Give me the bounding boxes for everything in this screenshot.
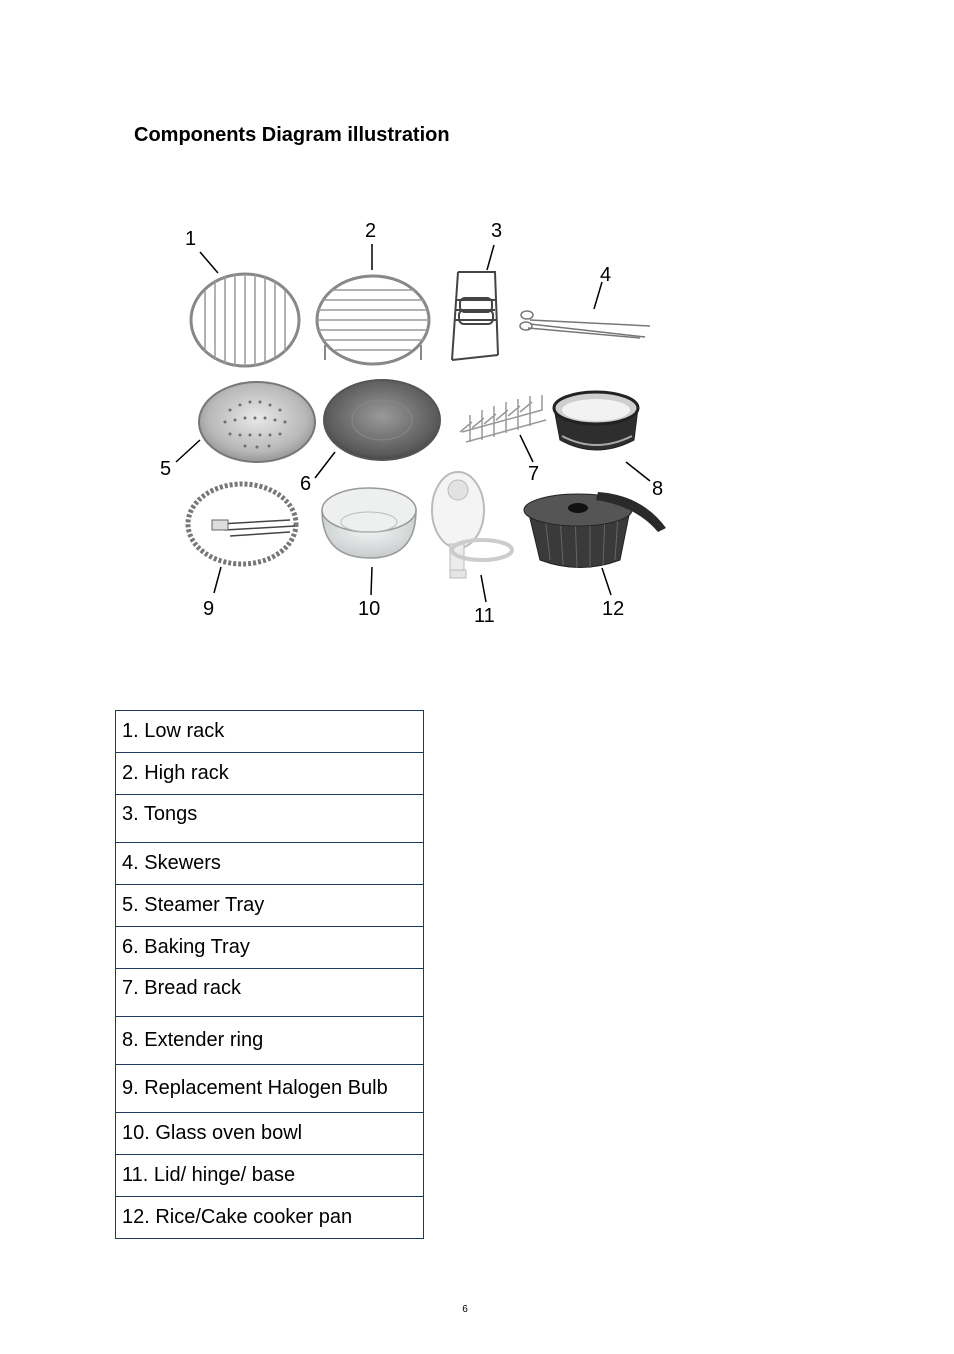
table-row <box>116 843 424 885</box>
low-rack-illustration <box>191 274 299 366</box>
diagram-label: 2 <box>365 220 377 242</box>
diagram-label: 7 <box>528 463 540 485</box>
table-cell: 7. Bread rack <box>116 969 424 1017</box>
table-cell: 12. Rice/Cake cooker pan <box>116 1197 424 1239</box>
diagram-label: 10 <box>358 598 381 620</box>
table-row <box>116 885 424 927</box>
lid-hinge-illustration <box>432 472 512 578</box>
diagram-label: 4 <box>600 264 612 286</box>
diagram-label: 3 <box>491 220 503 242</box>
high-rack-illustration <box>317 276 429 364</box>
table-cell: 4. Skewers <box>116 843 424 885</box>
extender-ring-illustration <box>554 392 638 450</box>
table-cell: 2. High rack <box>116 753 424 795</box>
table-row <box>116 927 424 969</box>
baking-tray-illustration <box>324 380 440 460</box>
cake-pan-illustration <box>524 492 666 568</box>
table-cell: 8. Extender ring <box>116 1017 424 1065</box>
page-title: Components Diagram illustration <box>134 124 450 146</box>
parts-list-table <box>115 710 424 1239</box>
diagram-label: 1 <box>185 228 197 250</box>
diagram-label: 6 <box>300 473 312 495</box>
table-cell: 9. Replacement Halogen Bulb <box>116 1065 424 1113</box>
table-row <box>116 1017 424 1065</box>
bread-rack-illustration <box>460 395 546 442</box>
table-cell: 11. Lid/ hinge/ base <box>116 1155 424 1197</box>
diagram-label: 9 <box>203 598 215 620</box>
table-cell: 5. Steamer Tray <box>116 885 424 927</box>
table-cell: 10. Glass oven bowl <box>116 1113 424 1155</box>
table-row <box>116 1155 424 1197</box>
diagram-label: 8 <box>652 478 664 500</box>
table-row <box>116 1113 424 1155</box>
table-row <box>116 969 424 1017</box>
table-cell: 1. Low rack <box>116 711 424 753</box>
table-row <box>116 753 424 795</box>
diagram-label: 5 <box>160 458 172 480</box>
table-row <box>116 795 424 843</box>
table-row <box>116 711 424 753</box>
skewers-illustration <box>520 311 650 338</box>
table-row <box>116 1065 424 1113</box>
diagram-label: 12 <box>602 598 625 620</box>
page-number: 6 <box>462 1304 468 1315</box>
table-row <box>116 1197 424 1239</box>
steamer-tray-illustration <box>199 382 315 462</box>
tongs-illustration <box>452 272 498 360</box>
diagram-label: 11 <box>474 605 495 627</box>
components-diagram <box>150 210 680 630</box>
glass-bowl-illustration <box>322 488 416 558</box>
table-cell: 6. Baking Tray <box>116 927 424 969</box>
halogen-bulb-illustration <box>188 484 296 564</box>
table-cell: 3. Tongs <box>116 795 424 843</box>
